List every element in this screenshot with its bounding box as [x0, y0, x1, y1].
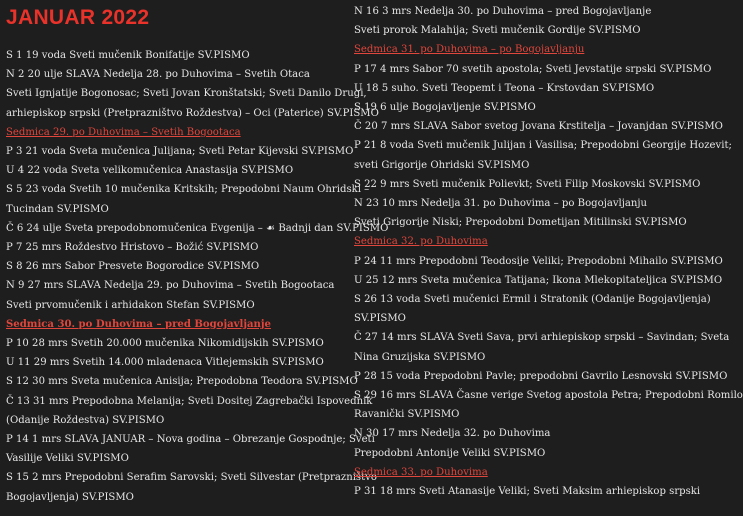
- page-title: JANUAR 2022: [6, 6, 150, 29]
- calendar-entry-line: P 7 25 mrs Roždestvo Hristovo – Božić SV.PISMO: [6, 242, 259, 254]
- calendar-entry-line: P 28 15 voda Prepodobni Pavle; prepodobni Gavrilo Lesnovski SV.PISMO: [354, 370, 728, 382]
- week-heading: Sedmica 33. po Duhovima: [354, 466, 488, 478]
- calendar-entry-line: P 3 21 voda Sveta mučenica Julijana; Sveti Petar Kijevski SV.PISMO: [6, 146, 354, 158]
- right-lines: [354, 2, 743, 501]
- calendar-entry-line: N 23 10 mrs Nedelja 31. po Duhovima – po Bogojavljanju: [354, 198, 648, 210]
- week-heading: Sedmica 31. po Duhovima – po Bogojavljanju: [354, 44, 585, 56]
- calendar-entry-line: Sveti Grigorije Niski; Prepodobni Dometijan Mitilinski SV.PISMO: [354, 217, 687, 229]
- calendar-entry-line: S 19 6 ulje Bogojavljenje SV.PISMO: [354, 102, 536, 114]
- calendar-entry-line: N 2 20 ulje SLAVA Nedelja 28. po Duhovima – Svetih Otaca: [6, 69, 310, 81]
- calendar-entry-line: Prepodobni Antonije Veliki SV.PISMO: [354, 447, 546, 459]
- calendar-entry-line: arhiepiskop srpski (Pretprazništvo Roždestva) – Oci (Paterice) SV.PISMO: [6, 107, 379, 119]
- calendar-entry-line: Sveti prorok Malahija; Sveti mučenik Gordije SV.PISMO: [354, 25, 641, 37]
- calendar-entry-line: N 16 3 mrs Nedelja 30. po Duhovima – pred Bogojavljanje: [354, 6, 652, 17]
- calendar-entry-line: Sveti prvomučenik i arhidakon Stefan SV.PISMO: [6, 299, 255, 311]
- calendar-entry-line: Č 27 14 mrs SLAVA Sveti Sava, prvi arhiepiskop srpski – Savindan; Sveta: [354, 332, 730, 344]
- week-heading: Sedmica 30. po Duhovima – pred Bogojavljanje: [6, 318, 271, 330]
- calendar-entry-line: U 25 12 mrs Sveta mučenica Tatijana; Ikona Mlekopitateljica SV.PISMO: [354, 274, 723, 286]
- calendar-entry-line: Ravanički SV.PISMO: [354, 409, 460, 421]
- week-heading: Sedmica 29. po Duhovima – Svetih Bogootaca: [6, 126, 241, 138]
- week-heading: Sedmica 32. po Duhovima: [354, 236, 488, 248]
- calendar-entry-line: P 21 8 voda Sveti mučenik Julijan i Vasilisa; Prepodobni Georgije Hozevit;: [354, 140, 732, 152]
- calendar-entry-line: P 24 11 mrs Prepodobni Teodosije Veliki; Prepodobni Mihailo SV.PISMO: [354, 255, 723, 267]
- calendar-entry-line: SV.PISMO: [354, 313, 406, 325]
- calendar-entry-line: U 11 29 mrs Svetih 14.000 mladenaca Vitlejemskih SV.PISMO: [6, 357, 324, 369]
- calendar-entry-line: sveti Grigorije Ohridski SV.PISMO: [354, 159, 530, 171]
- calendar-entry-line: S 29 16 mrs SLAVA Časne verige Svetog apostola Petra; Prepodobni Romilo: [354, 390, 743, 402]
- calendar-entry-line: Sveti Ignjatije Bogonosac; Sveti Jovan Kronštatski; Sveti Danilo Drugi,: [6, 88, 367, 100]
- calendar-entry-line: S 26 13 voda Sveti mučenici Ermil i Stratonik (Odanije Bogojavljenja): [354, 294, 711, 306]
- calendar-entry-line: P 31 18 mrs Sveti Atanasije Veliki; Sveti Maksim arhiepiskop srpski: [354, 486, 701, 498]
- calendar-entry-line: N 9 27 mrs SLAVA Nedelja 29. po Duhovima – Svetih Bogootaca: [6, 280, 335, 292]
- calendar-entry-line: S 12 30 mrs Sveta mučenica Anisija; Prepodobna Teodora SV.PISMO: [6, 376, 358, 388]
- calendar-entry-line: S 22 9 mrs Sveti mučenik Polievkt; Sveti Filip Moskovski SV.PISMO: [354, 178, 701, 190]
- calendar-entry-line: Č 20 7 mrs SLAVA Sabor svetog Jovana Krstitelja – Jovanjdan SV.PISMO: [354, 121, 723, 133]
- calendar-entry-line: Nina Gruzijska SV.PISMO: [354, 351, 486, 363]
- calendar-entry-line: U 4 22 voda Sveta velikomučenica Anastasija SV.PISMO: [6, 165, 294, 177]
- calendar-entry-line: P 17 4 mrs Sabor 70 svetih apostola; Sveti Jevstatije srpski SV.PISMO: [354, 63, 712, 75]
- calendar-entry-line: S 8 26 mrs Sabor Presvete Bogorodice SV.PISMO: [6, 261, 260, 273]
- calendar-entry-line: P 14 1 mrs SLAVA JANUAR – Nova godina – Obrezanje Gospodnje; Sveti: [6, 434, 375, 446]
- calendar-entry-line: Vasilije Veliki SV.PISMO: [6, 453, 129, 465]
- calendar-entry-line: N 30 17 mrs Nedelja 32. po Duhovima: [354, 428, 551, 440]
- calendar-entry-line: Tucindan SV.PISMO: [6, 203, 109, 215]
- calendar-entry-line: (Odanije Roždestva) SV.PISMO: [6, 414, 165, 426]
- calendar-entry-line: S 1 19 voda Sveti mučenik Bonifatije SV.PISMO: [6, 50, 250, 61]
- calendar-entry-line: Bogojavljenja) SV.PISMO: [6, 491, 134, 503]
- right-column: [354, 0, 743, 501]
- calendar-entry-line: S 15 2 mrs Prepodobni Serafim Sarovski; Sveti Silvestar (Pretprazništvo: [6, 472, 377, 484]
- left-column: [6, 0, 389, 507]
- left-lines: [6, 46, 389, 507]
- calendar-entry-line: P 10 28 mrs Svetih 20.000 mučenika Nikomidijskih SV.PISMO: [6, 338, 324, 350]
- calendar-entry-line: S 5 23 voda Svetih 10 mučenika Kritskih; Prepodobni Naum Ohridski –: [6, 184, 370, 196]
- calendar-entry-line: Č 13 31 mrs Prepodobna Melanija; Sveti Dositej Zagrebački Ispovednik: [6, 395, 373, 407]
- calendar-entry-line: Č 6 24 ulje Sveta prepodobnomučenica Evgenija – ☙ Badnji dan SV.PISMO: [6, 222, 389, 234]
- calendar-entry-line: U 18 5 suho. Sveti Teopemt i Teona – Krstovdan SV.PISMO: [354, 82, 655, 94]
